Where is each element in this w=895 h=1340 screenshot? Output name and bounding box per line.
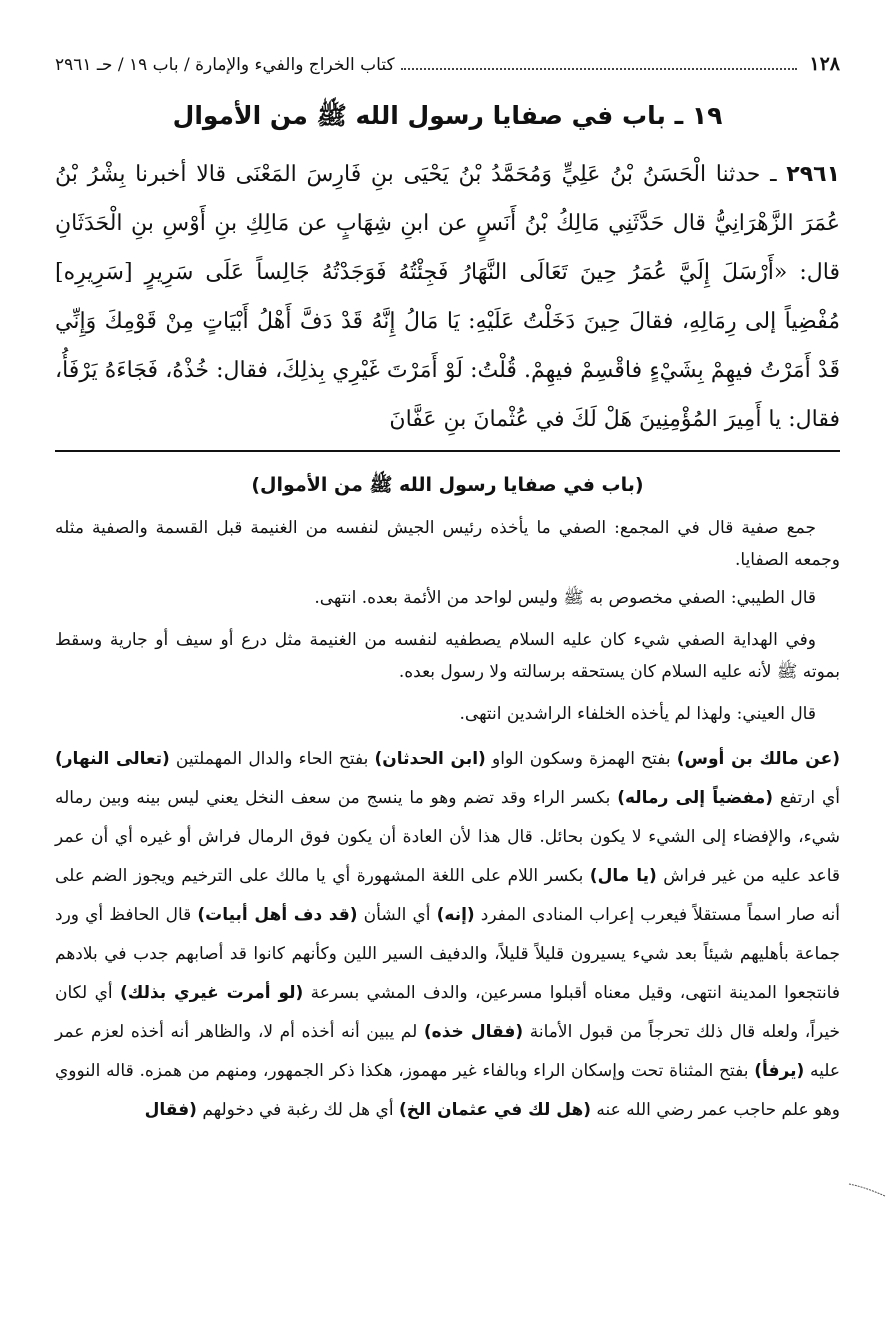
- hadith-number: ٢٩٦١: [786, 162, 840, 187]
- margin-pen-mark: [847, 1180, 887, 1200]
- dotted-leader: [401, 54, 798, 70]
- footnote-separator: [55, 450, 840, 452]
- gloss: بفتح المثناة تحت وإسكان الراء وبالفاء غير مهموز، هكذا ذكر الجمهور، ومنهم من همزه. قاله النووي وهو علم حاجب عمر رضي الله عنه: [55, 1061, 840, 1120]
- gloss: بكسر الراء وقد تضم وهو ما ينسج من سعف النخل يعني ليس بينه وبين رماله شيء، والإفضاء إلى الشيء لا يكون بحائل. قال هذا لأن العادة أن يكون فوق الرمال فراش أو غيره أي أن عمر قاعد عليه من غير فراش: [55, 788, 841, 886]
- gloss: أي هل لك رغبة في دخولهم: [196, 1100, 399, 1120]
- lemma: (يرفأ): [754, 1061, 805, 1081]
- gloss: أي لكان خيراً، ولعله قال ذلك تحرجاً من قبول الأمانة: [55, 983, 840, 1042]
- commentary-long-paragraph: [55, 740, 840, 1130]
- commentary-heading: (باب في صفايا رسول الله ﷺ من الأموال): [251, 474, 644, 496]
- gloss: قال الحافظ أي ورد جماعة بأهليهم شيئاً بعد شيء يسيرون قليلاً قليلاً، والدفيف السير اللين وكأنهم كانوا قد أصابهم جدب في بلادهم فانتجعوا المدينة انتهى، وقيل معناه أقبلوا مسرعين، والدف المشي بسرعة: [55, 905, 840, 1003]
- lemma: (تعالى النهار): [55, 749, 170, 769]
- page-number: ١٢٨: [809, 53, 840, 75]
- lemma: (يا مال): [589, 866, 657, 886]
- commentary-paragraph-3: وفي الهداية الصفي شيء كان عليه السلام يصطفيه لنفسه من الغنيمة مثل درع أو سيف أو جارية وسقط بموته ﷺ لأنه عليه السلام كان يستحقه برسالته ولا رسول بعده.: [55, 630, 840, 682]
- gloss: أي الشأن: [357, 905, 437, 925]
- lemma: (عن مالك بن أوس): [676, 749, 840, 769]
- lemma: (فقال: [144, 1100, 197, 1120]
- lemma: (إنه): [436, 905, 475, 925]
- document-page: [55, 50, 840, 1130]
- lemma: (فقال خذه): [423, 1022, 524, 1042]
- running-title: كتاب الخراج والفيء والإمارة / باب ١٩ / حـ ٢٩٦١: [55, 55, 395, 75]
- commentary-paragraph-2: قال الطيبي: الصفي مخصوص به ﷺ وليس لواحد من الأئمة بعده. انتهى.: [314, 588, 816, 608]
- lemma: (هل لك في عثمان الخ): [399, 1100, 592, 1120]
- gloss: أي ارتفع: [773, 788, 840, 808]
- gloss: لم يبين أنه أخذه أم لا، والظاهر أنه أخذه لعزم عمر عليه: [55, 1022, 840, 1081]
- commentary-paragraph-1: جمع صفية قال في المجمع: الصفي ما يأخذه رئيس الجيش لنفسه من الغنيمة قبل القسمة والصفية مثله وجمعه الصفايا.: [55, 518, 840, 570]
- gloss: بكسر اللام على اللغة المشهورة أي يا مالك على الترخيم ويجوز الضم على أنه صار اسماً مستقلاً فيعرب إعراب المنادى المفرد: [55, 866, 840, 925]
- chapter-heading: ١٩ ـ باب في صفايا رسول الله ﷺ من الأموال: [172, 101, 723, 130]
- gloss: بفتح الهمزة وسكون الواو: [485, 749, 677, 769]
- lemma: (مفضياً إلى رماله): [617, 788, 774, 808]
- commentary-paragraph-4: قال العيني: ولهذا لم يأخذه الخلفاء الراشدين انتهى.: [459, 704, 816, 724]
- lemma: (قد دف أهل أبيات): [197, 905, 358, 925]
- gloss: بفتح الحاء والدال المهملتين: [169, 749, 375, 769]
- hadith-body: ـ حدثنا الْحَسَنُ بْنُ عَلِيٍّ وَمُحَمَّدُ بْنُ يَحْيَى بنِ فَارِسَ المَعْنَى قالا أخبرنا بِشْرُ بْنُ عُمَرَ الزَّهْرَانِيُّ قال حَدَّثَنِي مَالِكُ بْنُ أَنَسٍ عن ابنِ شِهَابٍ عن مَالِكِ بنِ أَوْسِ بنِ الْحَدَثَانِ قال: «أَرْسَلَ إِلَيَّ عُمَرُ حِينَ تَعَالَى النَّهَارُ فَجِئْتُهُ فَوَجَدْتُهُ جَالِساً عَلَى سَرِيرٍ [سَرِيرِه] مُفْضِياً إلى رِمَالِهِ، فقالَ حِينَ دَخَلْتُ عَلَيْهِ: يَا مَالُ إِنَّهُ قَدْ دَفَّ أَهْلُ أَبْيَاتٍ مِنْ قَوْمِكَ وَإِنِّي قَدْ أَمَرْتُ فيهِمْ بِشَيْءٍ فاقْسِمْ فيهِمْ. قُلْتُ: لَوْ أَمَرْتَ غَيْرِي بِذلِكَ، فقال: خُذْهُ، فَجَاءَهُ يَرْفَأُ، فقال: يا أَمِيرَ المُؤْمِنِينَ هَلْ لَكَ في عُثْمانَ بنِ عَفَّانَ: [55, 162, 840, 432]
- hadith-text: [55, 150, 840, 444]
- lemma: (ابن الحدثان): [374, 749, 486, 769]
- running-head: [55, 50, 840, 78]
- lemma: (لو أمرت غيري بذلك): [119, 983, 304, 1003]
